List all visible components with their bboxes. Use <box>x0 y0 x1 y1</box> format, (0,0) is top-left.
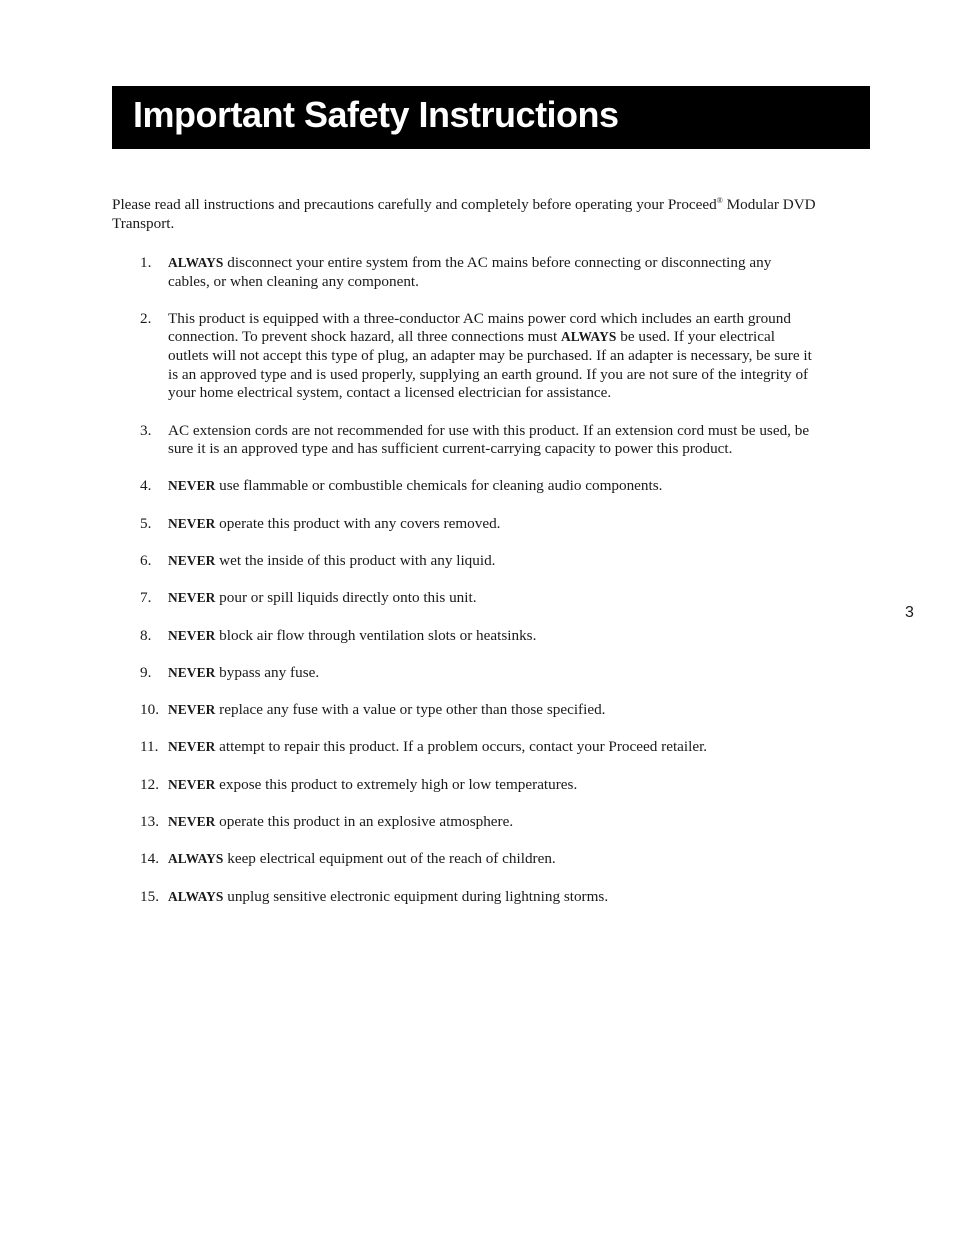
instruction-item <box>140 310 812 403</box>
item-number: 6. <box>140 551 152 569</box>
item-keyword: NEVER <box>168 813 216 829</box>
item-text: operate this product in an explosive atmosphere. <box>215 812 514 830</box>
item-text: attempt to repair this product. If a problem occurs, contact your Proceed retailer. <box>215 738 708 756</box>
registered-mark: ® <box>716 196 723 206</box>
instruction-item <box>140 701 812 720</box>
item-text-continued: be used. If your electrical outlets will not accept this type of plug, an adapter may be purchased. If an adapter is necessary, be sure it is an approved type and is used properly, supplying an earth ground. If you are not sure of the integrity of your home electrical system, contact a licensed electrician for assistance. <box>168 328 812 402</box>
item-keyword: NEVER <box>168 664 216 680</box>
item-number: 4. <box>140 477 152 495</box>
item-keyword: NEVER <box>168 776 216 792</box>
item-keyword: ALWAYS <box>168 255 224 270</box>
item-number: 15. <box>140 887 159 905</box>
item-keyword: NEVER <box>168 590 216 606</box>
item-number: 9. <box>140 663 152 681</box>
item-number: 8. <box>140 626 152 644</box>
item-text: This product is equipped with a three-conductor AC mains power cord which includes an earth ground connection. To prevent shock hazard, all three connections must <box>168 309 791 346</box>
intro-text-continued: Modular DVD Transport. <box>112 196 816 233</box>
instruction-item <box>140 589 812 608</box>
item-keyword: NEVER <box>168 515 216 531</box>
instruction-item <box>140 888 812 907</box>
instruction-item <box>140 477 812 496</box>
instruction-item <box>140 850 812 869</box>
item-text: pour or spill liquids directly onto this unit. <box>215 589 477 607</box>
intro-paragraph <box>112 195 862 233</box>
item-text: expose this product to extremely high or low temperatures. <box>215 775 578 793</box>
item-text: bypass any fuse. <box>215 663 320 681</box>
item-text: operate this product with any covers removed. <box>215 514 501 532</box>
item-text: wet the inside of this product with any liquid. <box>215 551 496 569</box>
item-number: 11. <box>140 738 159 756</box>
item-number: 5. <box>140 514 152 532</box>
item-text: disconnect your entire system from the AC mains before connecting or disconnecting any cables, or when cleaning any component. <box>168 254 772 290</box>
item-text: replace any fuse with a value or type other than those specified. <box>215 701 606 719</box>
instruction-item <box>140 813 812 832</box>
page-title: Important Safety Instructions <box>133 94 619 135</box>
item-number: 7. <box>140 589 152 607</box>
instruction-item <box>140 254 812 291</box>
item-keyword: NEVER <box>168 478 216 494</box>
item-keyword: NEVER <box>168 702 216 718</box>
instruction-item <box>140 515 812 534</box>
item-number: 1. <box>140 254 152 271</box>
item-number: 13. <box>140 812 159 830</box>
page-number: 3 <box>905 604 914 621</box>
item-keyword: ALWAYS <box>560 329 617 345</box>
instruction-item <box>140 776 812 795</box>
item-keyword: NEVER <box>168 552 216 568</box>
safety-instructions-list <box>140 254 812 925</box>
item-keyword: NEVER <box>168 627 216 643</box>
item-number: 14. <box>140 850 159 868</box>
item-text: keep electrical equipment out of the reach of children. <box>223 850 556 868</box>
item-text: block air flow through ventilation slots or heatsinks. <box>215 626 537 644</box>
item-text: unplug sensitive electronic equipment during lightning storms. <box>223 887 609 905</box>
item-keyword: ALWAYS <box>168 851 224 867</box>
item-number: 12. <box>140 775 159 793</box>
instruction-item <box>140 627 812 646</box>
item-number: 3. <box>140 421 152 439</box>
item-text: AC extension cords are not recommended for use with this product. If an extension cord must be used, be sure it is an approved type and has sufficient current-carrying capacity to power this product. <box>168 421 810 458</box>
intro-text: Please read all instructions and precautions carefully and completely before operating your Proceed <box>112 196 717 214</box>
item-text: use flammable or combustible chemicals for cleaning audio components. <box>215 477 663 495</box>
instruction-item <box>140 738 812 757</box>
item-keyword: NEVER <box>168 739 216 755</box>
title-bar <box>112 86 870 149</box>
item-number: 10. <box>140 701 159 719</box>
instruction-item <box>140 422 812 459</box>
instruction-item <box>140 664 812 683</box>
item-number: 2. <box>140 309 152 327</box>
item-keyword: ALWAYS <box>168 888 224 904</box>
instruction-item <box>140 552 812 571</box>
